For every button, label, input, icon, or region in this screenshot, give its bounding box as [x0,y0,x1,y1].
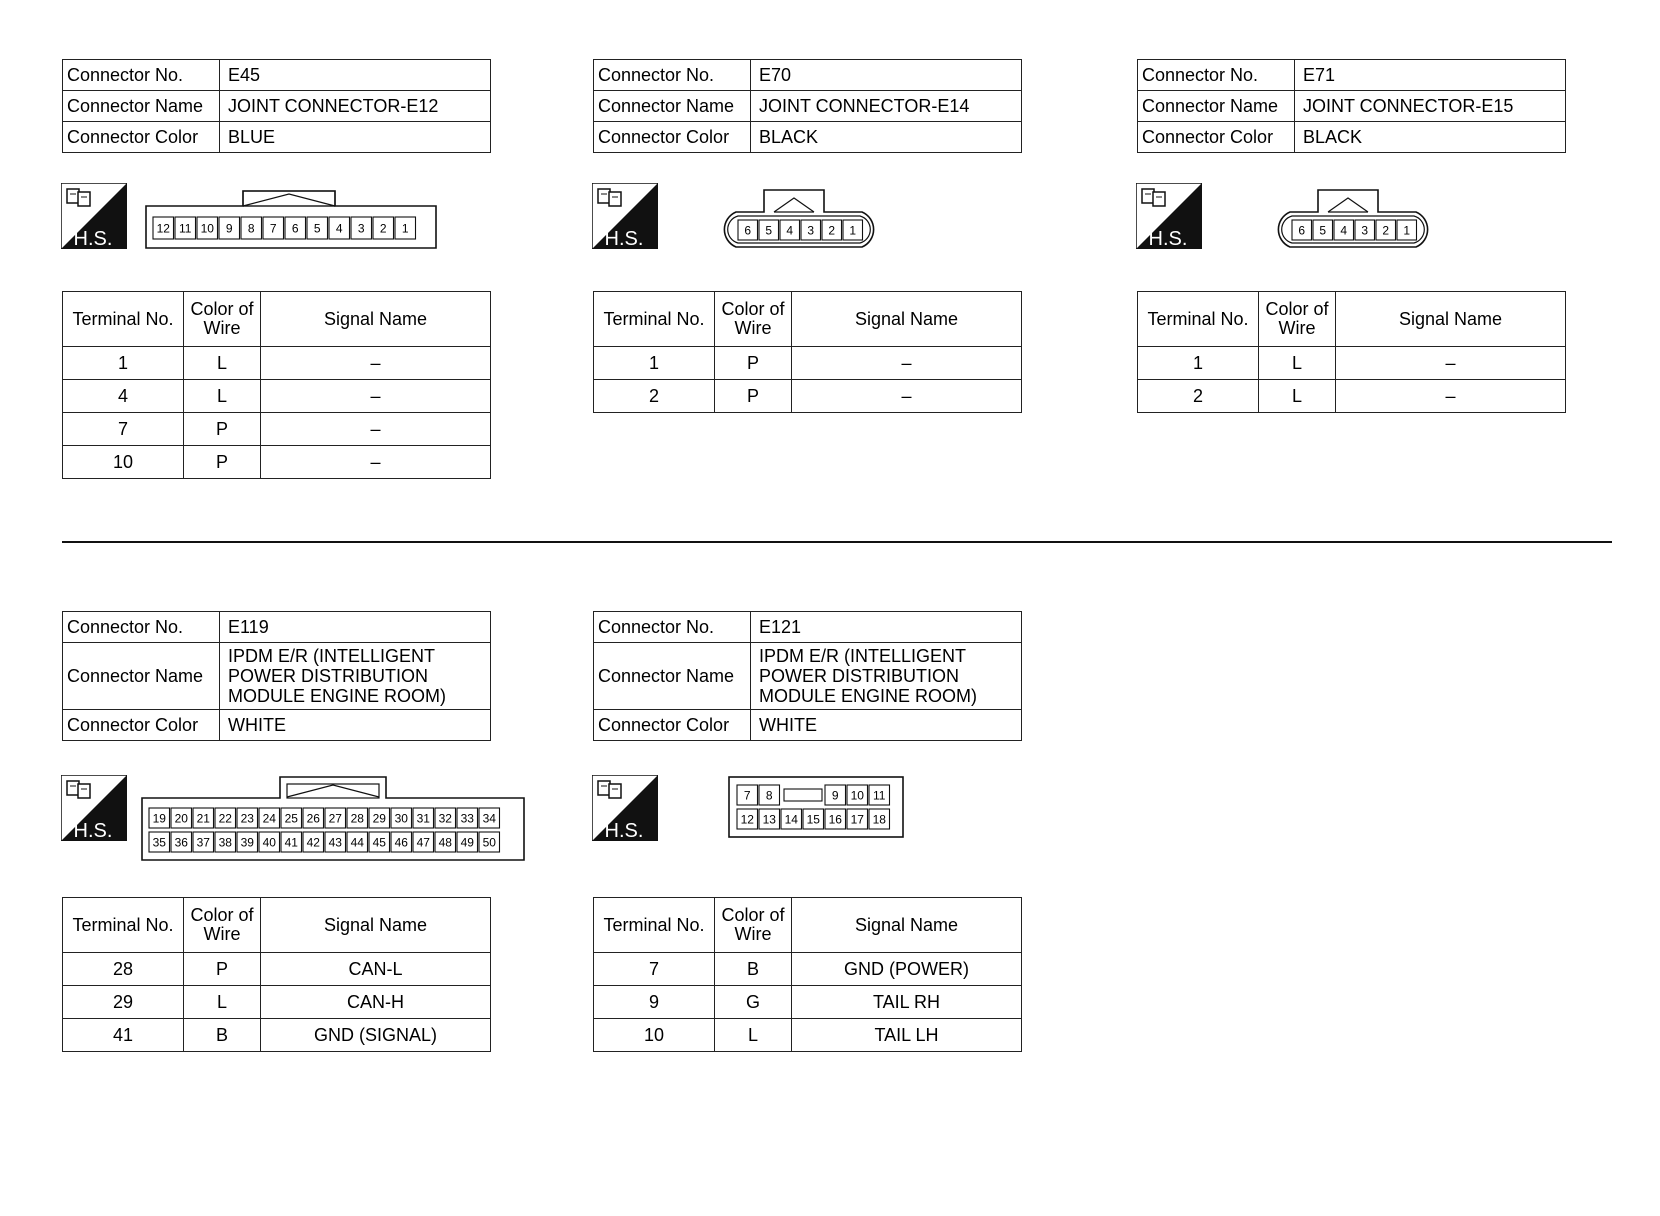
pin-number: 26 [306,811,320,826]
pin-number: 2 [1382,223,1390,238]
connector-pin [479,832,500,852]
connector-pin [847,785,868,805]
blank-cavity [784,789,822,801]
pin-number: 25 [284,811,298,826]
signal-cell: CAN-H [261,986,491,1019]
connector-block-e70 [593,59,1022,153]
connector-pin [193,808,214,828]
hs-icon [61,183,127,249]
table-row [63,446,491,479]
wire-color-cell: L [184,986,261,1019]
connector-name-label: Connector Name [1138,91,1295,122]
terminal-cell: 9 [594,986,715,1019]
pin-number: 41 [284,835,298,850]
connector-face-diagram [145,188,437,250]
connector-pin [1397,220,1417,240]
connector-pin [801,220,821,240]
connector-color-label: Connector Color [1138,122,1295,153]
connector-pin [215,832,236,852]
connector-no-label: Connector No. [594,612,751,643]
connector-pin [237,808,258,828]
connector-no-value: E119 [220,612,491,643]
pin-number: 4 [786,223,794,238]
pin-number: 23 [240,811,254,826]
signal-cell: – [792,380,1022,413]
terminal-cell: 7 [594,953,715,986]
connector-color-value: BLACK [1295,122,1566,153]
connector-color-label: Connector Color [63,710,220,741]
pin-number: 36 [174,835,188,850]
connector-pin [281,808,302,828]
connector-pin [303,832,324,852]
pin-number: 22 [218,811,232,826]
pin-number: 3 [807,223,815,238]
connector-pin [237,832,258,852]
connector-name-label: Connector Name [63,91,220,122]
terminal-cell: 1 [63,347,184,380]
connector-pin [149,808,170,828]
connector-pin [413,808,434,828]
connector-block-e119 [62,611,491,741]
pin-number: 10 [850,788,864,803]
terminal-table-e45-wrap [62,291,491,479]
pin-number: 12 [740,812,754,827]
pin-number: 5 [1319,223,1327,238]
table-row [594,986,1022,1019]
connector-pin [413,832,434,852]
connector-name-label: Connector Name [594,643,751,710]
connector-no-value: E70 [751,60,1022,91]
connector-pin [259,808,280,828]
connector-pin [869,785,890,805]
hs-icon [592,775,658,841]
pin-number: 13 [762,812,776,827]
signal-name-header: Signal Name [792,292,1022,347]
connector-pin [759,220,779,240]
connector-color-label: Connector Color [594,122,751,153]
table-row [594,953,1022,986]
pin-number: 1 [401,221,409,236]
connector-pin [457,808,478,828]
connector-pin [303,808,324,828]
connector-pin [1355,220,1375,240]
pin-number: 33 [460,811,474,826]
connector-pin [171,808,192,828]
connector-block-e71 [1137,59,1566,153]
pin-number: 14 [784,812,798,827]
connector-pin [259,832,280,852]
connector-no-value: E121 [751,612,1022,643]
pin-number: 11 [873,788,886,803]
pin-number: 20 [174,811,188,826]
connector-color-value: BLACK [751,122,1022,153]
wire-color-cell: B [715,953,792,986]
terminal-cell: 1 [594,347,715,380]
connector-no-value: E71 [1295,60,1566,91]
connector-pin [329,217,350,239]
table-row [63,953,491,986]
terminal-cell: 29 [63,986,184,1019]
hs-label: H.S. [73,228,113,249]
signal-cell: – [261,347,491,380]
connector-pin [369,808,390,828]
pin-number: 9 [225,221,233,236]
connector-pin [263,217,284,239]
pin-number: 28 [350,811,364,826]
terminal-table [62,291,491,479]
connector-pin [325,808,346,828]
terminal-no-header: Terminal No. [63,898,184,953]
pin-number: 2 [379,221,387,236]
connector-pin [149,832,170,852]
connector-color-value: BLUE [220,122,491,153]
terminal-no-header: Terminal No. [63,292,184,347]
connector-pin [369,832,390,852]
connector-pin [781,809,802,829]
table-row [1138,347,1566,380]
pin-number: 4 [335,221,343,236]
signal-name-header: Signal Name [792,898,1022,953]
pin-number: 6 [744,223,752,238]
terminal-cell: 10 [63,446,184,479]
connector-info-table [593,59,1022,153]
connector-pin [737,809,758,829]
table-row [63,413,491,446]
hs-icon [61,775,127,841]
connector-pin [825,785,846,805]
pin-number: 19 [152,811,166,826]
connector-pin [197,217,218,239]
connector-pin [307,217,328,239]
connector-pin [1292,220,1312,240]
pin-number: 9 [831,788,839,803]
pin-number: 37 [196,835,210,850]
section-divider [62,541,1612,543]
wire-color-header: Color of Wire [184,898,261,953]
connector-pin [479,808,500,828]
wire-color-header: Color of Wire [715,898,792,953]
connector-name-label: Connector Name [63,643,220,710]
signal-cell: TAIL LH [792,1019,1022,1052]
wire-color-cell: P [184,446,261,479]
connector-pin [759,809,780,829]
connector-pin [395,217,416,239]
connector-name-value: JOINT CONNECTOR-E12 [220,91,491,122]
signal-cell: GND (POWER) [792,953,1022,986]
wire-color-cell: P [184,953,261,986]
hs-icon [1136,183,1202,249]
terminal-table [593,897,1022,1052]
connector-block-e45 [62,59,491,153]
pin-number: 2 [828,223,836,238]
wire-color-cell: B [184,1019,261,1052]
connector-pin [1376,220,1396,240]
pin-number: 12 [156,221,170,236]
connector-info-table [62,611,491,741]
connector-color-label: Connector Color [594,710,751,741]
terminal-table-e70-wrap [593,291,1022,413]
wire-color-cell: L [184,380,261,413]
terminal-no-header: Terminal No. [1138,292,1259,347]
connector-pin [175,217,196,239]
signal-name-header: Signal Name [261,898,491,953]
pin-number: 7 [743,788,751,803]
signal-cell: – [1336,380,1566,413]
connector-pin [738,220,758,240]
connector-info-table [62,59,491,153]
hs-label: H.S. [73,820,113,841]
connector-no-label: Connector No. [1138,60,1295,91]
pin-number: 15 [806,812,820,827]
wire-color-header: Color of Wire [184,292,261,347]
pin-number: 3 [357,221,365,236]
connector-pin [1334,220,1354,240]
pin-number: 8 [247,221,255,236]
connector-no-label: Connector No. [594,60,751,91]
signal-cell: – [792,347,1022,380]
pin-number: 35 [152,835,166,850]
table-row [594,347,1022,380]
connector-pin [373,217,394,239]
connector-pin [219,217,240,239]
connector-pin [435,832,456,852]
pin-number: 46 [394,835,408,850]
connector-pin [285,217,306,239]
connector-pin [843,220,863,240]
connector-name-value: IPDM E/R (INTELLIGENT POWER DISTRIBUTION MODULE ENGINE ROOM) [751,643,1022,710]
wire-color-cell: G [715,986,792,1019]
signal-cell: – [1336,347,1566,380]
connector-name-label: Connector Name [594,91,751,122]
pin-number: 44 [350,835,364,850]
pin-number: 40 [262,835,276,850]
connector-name-value: JOINT CONNECTOR-E14 [751,91,1022,122]
connector-pin [780,220,800,240]
terminal-table-e119-wrap [62,897,491,1052]
connector-no-value: E45 [220,60,491,91]
signal-cell: GND (SIGNAL) [261,1019,491,1052]
table-row [1138,380,1566,413]
pin-number: 1 [1403,223,1411,238]
pin-number: 8 [765,788,773,803]
signal-cell: – [261,446,491,479]
pin-number: 16 [828,812,842,827]
connector-name-value: IPDM E/R (INTELLIGENT POWER DISTRIBUTION MODULE ENGINE ROOM) [220,643,491,710]
wire-color-cell: L [1259,380,1336,413]
terminal-cell: 2 [1138,380,1259,413]
connector-pin [347,808,368,828]
wire-color-cell: L [184,347,261,380]
pin-number: 49 [460,835,474,850]
pin-number: 6 [1298,223,1306,238]
table-row [63,380,491,413]
connector-pin [869,809,890,829]
connector-pin [847,809,868,829]
connector-pin [351,217,372,239]
pin-number: 48 [438,835,452,850]
terminal-table-e71-wrap [1137,291,1566,413]
wire-color-cell: L [715,1019,792,1052]
table-row [594,1019,1022,1052]
table-row [594,380,1022,413]
connector-pin [347,832,368,852]
pin-number: 5 [313,221,321,236]
pin-number: 3 [1361,223,1369,238]
terminal-table [62,897,491,1052]
hs-label: H.S. [604,820,644,841]
connector-info-table [593,611,1022,741]
connector-pin [241,217,262,239]
wire-color-cell: P [715,347,792,380]
terminal-cell: 1 [1138,347,1259,380]
signal-cell: CAN-L [261,953,491,986]
connector-pin [391,832,412,852]
connector-color-value: WHITE [751,710,1022,741]
terminal-cell: 7 [63,413,184,446]
pin-number: 18 [872,812,886,827]
pin-number: 17 [850,812,864,827]
signal-cell: TAIL RH [792,986,1022,1019]
connector-pin [215,808,236,828]
connector-face-diagram [716,187,882,249]
connector-pin [1313,220,1333,240]
pin-number: 6 [291,221,299,236]
terminal-cell: 10 [594,1019,715,1052]
pin-number: 4 [1340,223,1348,238]
pin-number: 50 [482,835,496,850]
pin-number: 5 [765,223,773,238]
hs-label: H.S. [1148,228,1188,249]
connector-block-e121 [593,611,1022,741]
hs-label: H.S. [604,228,644,249]
connector-pin [153,217,174,239]
connector-color-label: Connector Color [63,122,220,153]
wire-color-cell: P [184,413,261,446]
pin-number: 45 [372,835,386,850]
connector-no-label: Connector No. [63,612,220,643]
pin-number: 27 [328,811,342,826]
signal-cell: – [261,380,491,413]
wire-color-cell: P [715,380,792,413]
terminal-no-header: Terminal No. [594,292,715,347]
table-row [63,1019,491,1052]
terminal-cell: 41 [63,1019,184,1052]
connector-pin [803,809,824,829]
terminal-cell: 28 [63,953,184,986]
connector-face-diagram [141,775,525,861]
terminal-cell: 2 [594,380,715,413]
signal-cell: – [261,413,491,446]
pin-number: 32 [438,811,452,826]
connector-pin [281,832,302,852]
pin-number: 24 [262,811,276,826]
connector-name-value: JOINT CONNECTOR-E15 [1295,91,1566,122]
pin-number: 42 [306,835,320,850]
pin-number: 43 [328,835,342,850]
connector-pin [825,809,846,829]
connector-face-diagram [1270,187,1436,249]
pin-number: 1 [849,223,857,238]
hs-icon [592,183,658,249]
pin-number: 34 [482,811,496,826]
pin-number: 10 [200,221,214,236]
pin-number: 31 [416,811,430,826]
terminal-cell: 4 [63,380,184,413]
pin-number: 21 [196,811,210,826]
pin-number: 30 [394,811,408,826]
terminal-no-header: Terminal No. [594,898,715,953]
connector-pin [193,832,214,852]
wire-color-cell: L [1259,347,1336,380]
connector-pin [325,832,346,852]
table-row [63,347,491,380]
connector-color-value: WHITE [220,710,491,741]
pin-number: 39 [240,835,254,850]
terminal-table [593,291,1022,413]
pin-number: 47 [416,835,430,850]
connector-pin [171,832,192,852]
pin-number: 29 [372,811,386,826]
terminal-table [1137,291,1566,413]
connector-pin [391,808,412,828]
connector-pin [822,220,842,240]
terminal-table-e121-wrap [593,897,1022,1052]
signal-name-header: Signal Name [261,292,491,347]
connector-face-diagram [728,776,904,838]
table-row [63,986,491,1019]
connector-pin [435,808,456,828]
pin-number: 7 [269,221,277,236]
connector-info-table [1137,59,1566,153]
connector-pin [737,785,758,805]
connector-no-label: Connector No. [63,60,220,91]
wire-color-header: Color of Wire [715,292,792,347]
pin-number: 11 [179,221,192,236]
connector-pin [759,785,780,805]
connector-pin [457,832,478,852]
wire-color-header: Color of Wire [1259,292,1336,347]
pin-number: 38 [218,835,232,850]
signal-name-header: Signal Name [1336,292,1566,347]
